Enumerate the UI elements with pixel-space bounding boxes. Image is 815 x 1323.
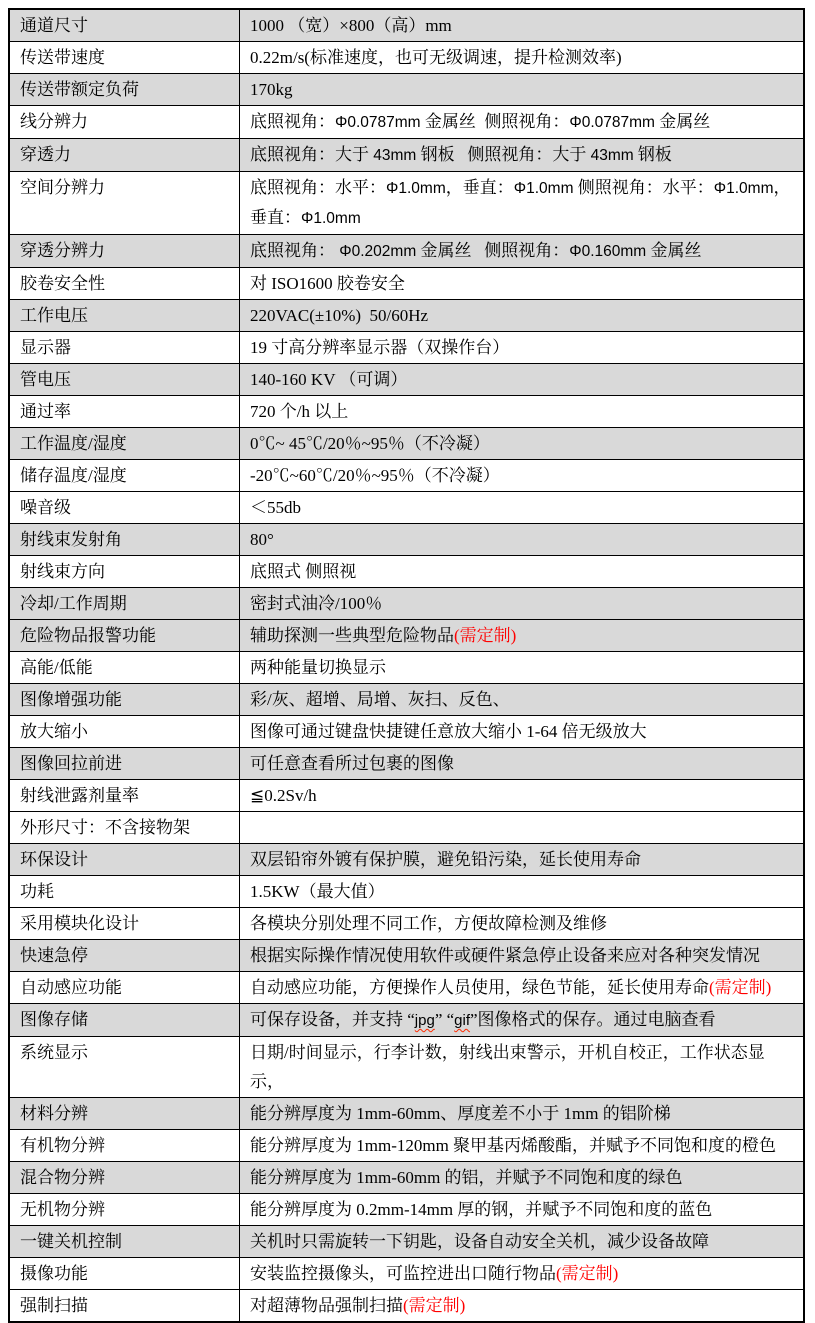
spec-value <box>240 940 803 971</box>
spec-value <box>240 1004 803 1036</box>
spec-label: 冷却/工作周期 <box>10 588 240 619</box>
value-segment: 220VAC(±10%) 50/60Hz <box>250 306 429 325</box>
value-segment: 140-160 KV （可调） <box>250 370 408 389</box>
value-segment: 双层铅帘外镀有保护膜，避免铅污染，延长使用寿命 <box>250 850 641 869</box>
spec-value <box>240 620 803 651</box>
value-segment: 能分辨厚度为 1mm-60mm、厚度差不小于 1mm 的铝阶梯 <box>250 1104 671 1123</box>
spec-value <box>240 1258 803 1289</box>
value-segment: jpg <box>414 1012 435 1029</box>
table-row <box>10 172 803 235</box>
table-row <box>10 684 803 716</box>
table-row <box>10 972 803 1004</box>
table-row <box>10 588 803 620</box>
value-segment: 对超薄物品强制扫描 <box>250 1296 403 1315</box>
spec-value <box>240 74 803 105</box>
spec-label: 有机物分辨 <box>10 1130 240 1161</box>
spec-label: 显示器 <box>10 332 240 363</box>
value-segment: ，垂直： <box>445 178 514 197</box>
value-segment: Φ1.0mm <box>386 180 446 197</box>
value-segment: 0℃~ 45℃/20％~95％（不冷凝） <box>250 434 490 453</box>
table-row <box>10 748 803 780</box>
spec-label: 通道尺寸 <box>10 10 240 41</box>
spec-value <box>240 1226 803 1257</box>
spec-label: 传送带额定负荷 <box>10 74 240 105</box>
custom-required-note: (需定制) <box>454 626 517 645</box>
value-segment: 金属丝 侧照视角： <box>416 241 570 260</box>
spec-label: 放大缩小 <box>10 716 240 747</box>
table-row <box>10 1226 803 1258</box>
table-row <box>10 364 803 396</box>
table-row <box>10 10 803 42</box>
spec-label: 功耗 <box>10 876 240 907</box>
table-row <box>10 1194 803 1226</box>
value-segment: 底照视角： <box>250 112 335 131</box>
value-segment: Φ1.0mm <box>301 210 361 227</box>
spec-value <box>240 172 803 234</box>
spec-value <box>240 972 803 1003</box>
value-segment: 1.5KW（最大值） <box>250 882 385 901</box>
spec-label: 工作电压 <box>10 300 240 331</box>
spec-value <box>240 332 803 363</box>
custom-required-note: (需定制) <box>556 1264 619 1283</box>
spec-label: 系统显示 <box>10 1037 240 1097</box>
table-row <box>10 940 803 972</box>
spec-table <box>8 8 805 1323</box>
spec-value <box>240 716 803 747</box>
spec-label: 危险物品报警功能 <box>10 620 240 651</box>
spec-value <box>240 1130 803 1161</box>
spec-value <box>240 1290 803 1321</box>
table-row <box>10 74 803 106</box>
table-row <box>10 524 803 556</box>
spec-value <box>240 876 803 907</box>
spec-value <box>240 396 803 427</box>
table-row <box>10 492 803 524</box>
spec-label: 采用模块化设计 <box>10 908 240 939</box>
value-segment: 43mm <box>590 147 634 164</box>
table-row <box>10 1098 803 1130</box>
value-segment: Φ0.0787mm <box>335 114 421 131</box>
table-row <box>10 1004 803 1037</box>
value-segment: 金属丝 <box>646 241 702 260</box>
spec-value <box>240 1037 803 1097</box>
value-segment: 金属丝 <box>654 112 711 131</box>
spec-label: 胶卷安全性 <box>10 268 240 299</box>
value-segment: 0.22m/s(标准速度，也可无级调速，提升检测效率) <box>250 48 622 67</box>
spec-label: 穿透分辨力 <box>10 235 240 267</box>
spec-label: 高能/低能 <box>10 652 240 683</box>
spec-value <box>240 139 803 171</box>
spec-label: 图像增强功能 <box>10 684 240 715</box>
value-segment: ” “ <box>434 1010 455 1029</box>
value-segment: 各模块分别处理不同工作，方便故障检测及维修 <box>250 914 607 933</box>
spec-value <box>240 684 803 715</box>
value-segment: 可任意查看所过包裹的图像 <box>250 754 454 773</box>
value-segment: 底照式 侧照视 <box>250 562 357 581</box>
custom-required-note: (需定制) <box>403 1296 466 1315</box>
value-segment: 对 ISO1600 胶卷安全 <box>250 274 405 293</box>
value-segment: gif <box>454 1012 471 1029</box>
table-row <box>10 268 803 300</box>
table-row <box>10 396 803 428</box>
value-segment: 侧照视角：水平： <box>573 178 714 197</box>
value-segment: 钢板 <box>633 145 672 164</box>
table-row <box>10 652 803 684</box>
spec-value <box>240 844 803 875</box>
custom-required-note: (需定制) <box>709 978 772 997</box>
spec-label: 图像存储 <box>10 1004 240 1036</box>
table-row <box>10 1130 803 1162</box>
spec-label: 混合物分辨 <box>10 1162 240 1193</box>
table-row <box>10 460 803 492</box>
table-row <box>10 428 803 460</box>
spec-label: 射线束方向 <box>10 556 240 587</box>
value-segment: 密封式油冷/100％ <box>250 594 383 613</box>
spec-label: 自动感应功能 <box>10 972 240 1003</box>
value-segment: 能分辨厚度为 0.2mm-14mm 厚的钢，并赋予不同饱和度的蓝色 <box>250 1200 713 1219</box>
spec-label: 噪音级 <box>10 492 240 523</box>
value-segment: Φ0.160mm <box>569 243 647 260</box>
value-segment: 能分辨厚度为 1mm-120mm 聚甲基丙烯酸酯，并赋予不同饱和度的橙色 <box>250 1136 777 1155</box>
table-row <box>10 139 803 172</box>
spec-label: 快速急停 <box>10 940 240 971</box>
spec-label: 材料分辨 <box>10 1098 240 1129</box>
spec-label: 外形尺寸：不含接物架 <box>10 812 240 843</box>
table-row <box>10 908 803 940</box>
spec-value <box>240 268 803 299</box>
table-row <box>10 106 803 139</box>
value-segment: 安装监控摄像头，可监控进出口随行物品 <box>250 1264 556 1283</box>
spec-label: 工作温度/湿度 <box>10 428 240 459</box>
spec-label: 一键关机控制 <box>10 1226 240 1257</box>
spec-value <box>240 588 803 619</box>
table-row <box>10 716 803 748</box>
value-segment: ，垂直： <box>250 178 791 227</box>
spec-value <box>240 908 803 939</box>
table-row <box>10 1037 803 1098</box>
spec-label: 线分辨力 <box>10 106 240 138</box>
spec-value <box>240 460 803 491</box>
value-segment: 钢板 侧照视角：大于 <box>416 145 591 164</box>
spec-value <box>240 42 803 73</box>
value-segment: Φ0.202mm <box>339 243 417 260</box>
value-segment: 170kg <box>250 80 293 99</box>
spec-label: 强制扫描 <box>10 1290 240 1321</box>
spec-label: 无机物分辨 <box>10 1194 240 1225</box>
spec-value <box>240 300 803 331</box>
spec-value <box>240 1162 803 1193</box>
value-segment: 底照视角：大于 <box>250 145 374 164</box>
table-row <box>10 780 803 812</box>
value-segment: 根据实际操作情况使用软件或硬件紧急停止设备来应对各种突发情况 <box>250 946 760 965</box>
spec-value <box>240 10 803 41</box>
table-row <box>10 812 803 844</box>
table-row <box>10 1290 803 1321</box>
value-segment: 金属丝 侧照视角： <box>420 112 570 131</box>
value-segment: 彩/灰、超增、局增、灰扫、反色、 <box>250 690 510 709</box>
spec-label: 摄像功能 <box>10 1258 240 1289</box>
spec-value <box>240 1098 803 1129</box>
table-row <box>10 556 803 588</box>
value-segment: 两种能量切换显示 <box>250 658 386 677</box>
table-row <box>10 620 803 652</box>
value-segment: 图像可通过键盘快捷键任意放大缩小 1-64 倍无级放大 <box>250 722 647 741</box>
spec-label: 传送带速度 <box>10 42 240 73</box>
table-row <box>10 1258 803 1290</box>
value-segment: 1000 （宽）×800（高）mm <box>250 16 452 35</box>
spec-value <box>240 780 803 811</box>
value-segment: ”图像格式的保存。通过电脑查看 <box>470 1010 716 1029</box>
spec-value <box>240 235 803 267</box>
value-segment: 底照视角： <box>250 241 340 260</box>
spec-value <box>240 1194 803 1225</box>
value-segment: 底照视角：水平： <box>250 178 386 197</box>
value-segment: 19 寸高分辨率显示器（双操作台） <box>250 338 510 357</box>
table-row <box>10 1162 803 1194</box>
value-segment: Φ1.0mm <box>713 180 774 197</box>
value-segment: 80° <box>250 530 274 549</box>
value-segment: Φ0.0787mm <box>569 114 655 131</box>
value-segment: ≦0.2Sv/h <box>250 786 317 805</box>
spec-label: 射线束发射角 <box>10 524 240 555</box>
spec-value <box>240 524 803 555</box>
value-segment: 720 个/h 以上 <box>250 402 349 421</box>
spec-value <box>240 812 803 843</box>
value-segment: 自动感应功能，方便操作人员使用，绿色节能，延长使用寿命 <box>250 978 709 997</box>
table-row <box>10 235 803 268</box>
spec-label: 射线泄露剂量率 <box>10 780 240 811</box>
spec-label: 环保设计 <box>10 844 240 875</box>
value-segment: 能分辨厚度为 1mm-60mm 的铝，并赋予不同饱和度的绿色 <box>250 1168 683 1187</box>
value-segment: Φ1.0mm <box>513 180 574 197</box>
spec-value <box>240 428 803 459</box>
value-segment: 可保存设备，并支持 “ <box>250 1010 415 1029</box>
spec-label: 通过率 <box>10 396 240 427</box>
table-row <box>10 332 803 364</box>
spec-value <box>240 492 803 523</box>
spec-label: 空间分辨力 <box>10 172 240 234</box>
spec-label: 管电压 <box>10 364 240 395</box>
value-segment: 日期/时间显示，行李计数，射线出束警示，开机自校正，工作状态显示， <box>250 1043 765 1091</box>
table-row <box>10 844 803 876</box>
value-segment: -20℃~60℃/20％~95％（不冷凝） <box>250 466 500 485</box>
table-row <box>10 300 803 332</box>
table-row <box>10 42 803 74</box>
spec-value <box>240 556 803 587</box>
spec-value <box>240 364 803 395</box>
spec-label: 穿透力 <box>10 139 240 171</box>
spec-value <box>240 748 803 779</box>
table-row <box>10 876 803 908</box>
spec-value <box>240 652 803 683</box>
value-segment: 关机时只需旋转一下钥匙，设备自动安全关机，减少设备故障 <box>250 1232 709 1251</box>
value-segment: ＜55db <box>250 498 301 517</box>
value-segment: 43mm <box>373 147 417 164</box>
spec-label: 图像回拉前进 <box>10 748 240 779</box>
spec-value <box>240 106 803 138</box>
value-segment: 辅助探测一些典型危险物品 <box>250 626 454 645</box>
spec-label: 储存温度/湿度 <box>10 460 240 491</box>
